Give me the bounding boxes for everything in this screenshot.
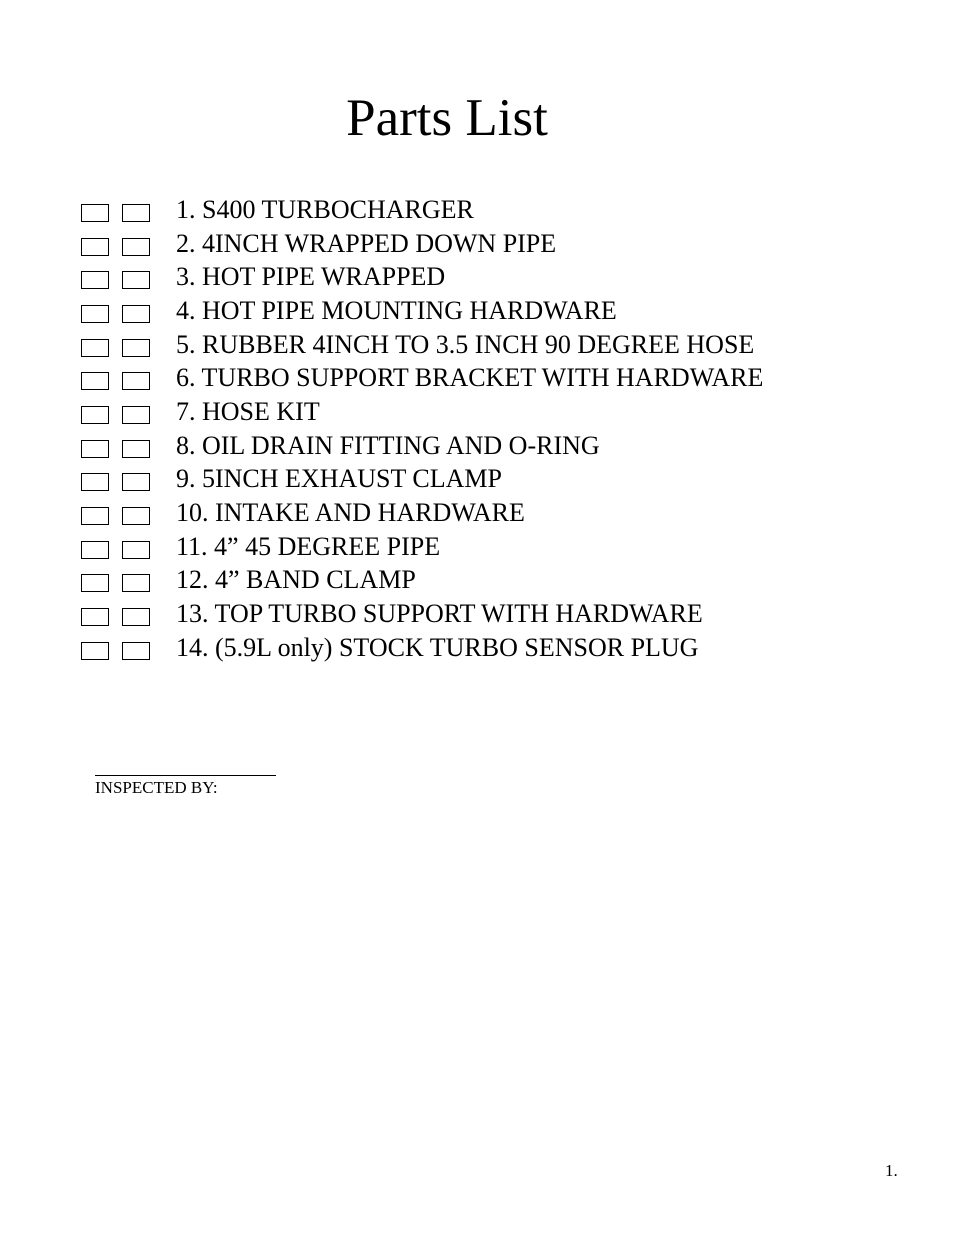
part-label: 3. HOT PIPE WRAPPED (176, 262, 446, 292)
part-label: 7. HOSE KIT (176, 396, 320, 426)
checkbox[interactable] (122, 574, 150, 592)
parts-list (80, 193, 763, 665)
checkbox[interactable] (81, 238, 109, 256)
checkbox[interactable] (81, 339, 109, 357)
checkbox[interactable] (122, 440, 150, 458)
part-label: 5. RUBBER 4INCH TO 3.5 INCH 90 DEGREE HOSE (176, 329, 755, 359)
list-item (80, 294, 763, 328)
list-item (80, 328, 763, 362)
part-label: 14. (5.9L only) STOCK TURBO SENSOR PLUG (176, 632, 699, 662)
checkbox[interactable] (81, 642, 109, 660)
checkbox[interactable] (122, 473, 150, 491)
checkbox[interactable] (81, 541, 109, 559)
checkbox[interactable] (81, 305, 109, 323)
signature-line (95, 775, 276, 776)
checkbox[interactable] (122, 608, 150, 626)
list-item (80, 496, 763, 530)
part-label: 9. 5INCH EXHAUST CLAMP (176, 464, 502, 494)
checkbox[interactable] (81, 608, 109, 626)
part-label: 1. S400 TURBOCHARGER (176, 194, 474, 224)
checkbox[interactable] (122, 204, 150, 222)
checkbox[interactable] (81, 507, 109, 525)
checkbox[interactable] (122, 339, 150, 357)
list-item (80, 631, 763, 665)
part-label: 2. 4INCH WRAPPED DOWN PIPE (176, 228, 557, 258)
part-label: 4. HOT PIPE MOUNTING HARDWARE (176, 295, 617, 325)
checkbox[interactable] (122, 541, 150, 559)
part-label: 8. OIL DRAIN FITTING AND O-RING (176, 430, 600, 460)
page-number: 1. (885, 1161, 898, 1180)
list-item (80, 530, 763, 564)
page-title: Parts List (346, 89, 548, 147)
checkbox[interactable] (81, 406, 109, 424)
checkbox[interactable] (122, 305, 150, 323)
checkbox[interactable] (81, 271, 109, 289)
part-label: 11. 4” 45 DEGREE PIPE (176, 531, 441, 561)
part-label: 13. TOP TURBO SUPPORT WITH HARDWARE (176, 599, 703, 629)
list-item (80, 361, 763, 395)
list-item (80, 193, 763, 227)
list-item (80, 395, 763, 429)
inspected-by-label: INSPECTED BY: (95, 778, 218, 797)
checkbox[interactable] (122, 238, 150, 256)
checkbox[interactable] (81, 574, 109, 592)
list-item (80, 260, 763, 294)
checkbox[interactable] (81, 372, 109, 390)
part-label: 12. 4” BAND CLAMP (176, 565, 416, 595)
checkbox[interactable] (122, 271, 150, 289)
list-item (80, 429, 763, 463)
checkbox[interactable] (81, 440, 109, 458)
checkbox[interactable] (81, 473, 109, 491)
checkbox[interactable] (122, 406, 150, 424)
checkbox[interactable] (122, 507, 150, 525)
checkbox[interactable] (81, 204, 109, 222)
checkbox[interactable] (122, 642, 150, 660)
part-label: 6. TURBO SUPPORT BRACKET WITH HARDWARE (176, 363, 764, 393)
list-item (80, 564, 763, 598)
part-label: 10. INTAKE AND HARDWARE (176, 498, 525, 528)
list-item (80, 597, 763, 631)
list-item (80, 227, 763, 261)
list-item (80, 463, 763, 497)
checkbox[interactable] (122, 372, 150, 390)
